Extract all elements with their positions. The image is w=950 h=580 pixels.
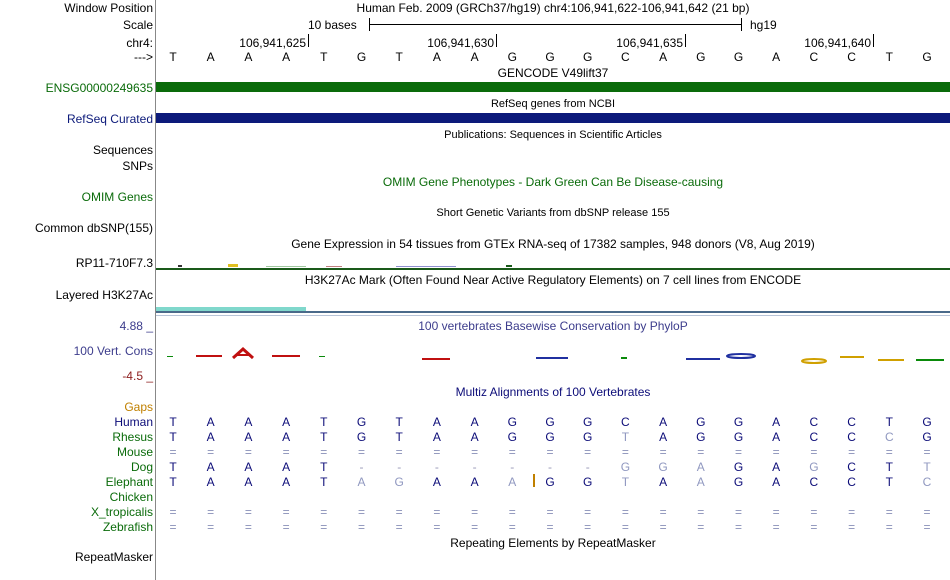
alignment-base: = <box>320 445 328 459</box>
alignment-base: - <box>397 460 402 474</box>
alignment-base: A <box>432 475 441 489</box>
multiz-title: Multiz Alignments of 100 Vertebrates <box>455 385 651 399</box>
label-gtex[interactable]: RP11-710F7.3 <box>75 256 153 270</box>
scale-bar-left-cap <box>369 18 370 31</box>
alignment-base: G <box>356 415 367 429</box>
alignment-base: A <box>470 475 479 489</box>
base: A <box>470 50 479 64</box>
alignment-base: C <box>847 460 856 474</box>
ruler-tick-label: 106,941,625 <box>239 36 306 50</box>
alignment-base: = <box>923 505 931 519</box>
alignment-base: = <box>395 520 403 534</box>
alignment-base: T <box>885 475 893 489</box>
label-window-position: Window Position <box>64 1 153 15</box>
assembly-label: hg19 <box>750 18 777 32</box>
alignment-base: = <box>207 520 215 534</box>
ruler-tick-mark <box>496 34 497 47</box>
dbsnp-title: Short Genetic Variants from dbSNP release 155 <box>436 207 670 219</box>
alignment-base: T <box>169 475 177 489</box>
alignment-base: = <box>433 445 441 459</box>
base: T <box>395 50 403 64</box>
phylop-logo[interactable] <box>156 346 950 366</box>
gtex-mark <box>228 264 238 267</box>
gtex-divider <box>156 268 950 270</box>
alignment-base: = <box>848 520 856 534</box>
gtex-mark <box>266 266 306 267</box>
alignment-base: = <box>697 445 705 459</box>
alignment-base: = <box>282 445 290 459</box>
alignment-base: T <box>923 460 931 474</box>
label-cons-max: 4.88 _ <box>119 319 153 333</box>
base: A <box>659 50 668 64</box>
alignment-base: T <box>169 460 177 474</box>
alignment-base: = <box>357 445 365 459</box>
alignment-base: = <box>508 505 516 519</box>
alignment-base: = <box>584 505 592 519</box>
alignment-base: T <box>320 415 328 429</box>
phylop-mark <box>536 357 568 359</box>
ruler-tick-mark <box>685 34 686 47</box>
alignment-base: T <box>169 415 177 429</box>
alignment-base: = <box>734 520 742 534</box>
alignment-base: T <box>885 415 893 429</box>
alignment-base: C <box>621 415 630 429</box>
base: A <box>772 50 781 64</box>
alignment-base: = <box>659 520 667 534</box>
repeatmasker-title: Repeating Elements by RepeatMasker <box>450 536 656 550</box>
alignment-base: = <box>734 445 742 459</box>
alignment-base: = <box>848 445 856 459</box>
alignment-base: = <box>772 520 780 534</box>
alignment-base: G <box>922 430 932 444</box>
alignment-base: G <box>507 430 517 444</box>
phylop-mark <box>167 356 173 357</box>
alignment-base: A <box>508 475 517 489</box>
alignment-base: = <box>923 520 931 534</box>
species-label[interactable]: Mouse <box>116 445 153 459</box>
alignment-base: A <box>470 430 479 444</box>
alignment-base: = <box>621 520 629 534</box>
alignment-base: = <box>659 505 667 519</box>
alignment-base: = <box>508 445 516 459</box>
alignment-base: = <box>772 445 780 459</box>
omim-title: OMIM Gene Phenotypes - Dark Green Can Be Disease-causing <box>382 175 724 189</box>
alignment-base: = <box>244 445 252 459</box>
alignment-base: A <box>282 430 291 444</box>
alignment-base: T <box>320 430 328 444</box>
phylop-mark <box>272 355 300 357</box>
alignment-base: T <box>395 415 403 429</box>
label-gaps[interactable]: Gaps <box>124 400 153 414</box>
base: C <box>847 50 856 64</box>
alignment-base: = <box>546 445 554 459</box>
base: C <box>621 50 630 64</box>
alignment-base: - <box>359 460 364 474</box>
alignment-base: G <box>922 415 932 429</box>
alignment-base: G <box>809 460 819 474</box>
alignment-base: C <box>884 430 894 444</box>
base: C <box>809 50 819 64</box>
alignment-base: = <box>772 505 780 519</box>
label-snps[interactable]: SNPs <box>122 159 153 173</box>
alignment-base: = <box>848 505 856 519</box>
ruler-tick-mark <box>308 34 309 47</box>
phylop-mark <box>686 358 720 360</box>
gap-marker <box>533 474 535 487</box>
ruler-tick-label: 106,941,635 <box>616 36 683 50</box>
alignment-base: T <box>320 475 328 489</box>
alignment-base: G <box>583 430 593 444</box>
label-sequences[interactable]: Sequences <box>92 143 153 157</box>
species-label[interactable]: Zebrafish <box>102 520 153 534</box>
base: G <box>733 50 744 64</box>
alignment-base: A <box>282 415 291 429</box>
alignment-base: A <box>659 475 668 489</box>
alignment-base: G <box>583 415 593 429</box>
scale-text: 10 bases <box>308 18 357 32</box>
alignment-base: A <box>206 430 215 444</box>
alignment-base: T <box>621 475 630 489</box>
alignment-base: T <box>169 430 177 444</box>
base: A <box>282 50 291 64</box>
refseq-gene-bar[interactable] <box>156 113 950 123</box>
alignment-base: = <box>320 520 328 534</box>
alignment-base: A <box>659 415 668 429</box>
species-label[interactable]: Chicken <box>109 490 153 504</box>
alignment-base: A <box>772 475 781 489</box>
alignment-base: A <box>772 430 781 444</box>
alignment-base: = <box>584 445 592 459</box>
phylop-mark <box>840 356 864 358</box>
alignment-base: = <box>282 505 290 519</box>
alignment-base: T <box>621 430 630 444</box>
alignment-base: A <box>206 460 215 474</box>
alignment-base: = <box>621 445 629 459</box>
alignment-base: C <box>847 475 856 489</box>
base: T <box>169 50 177 64</box>
alignment-base: - <box>585 460 590 474</box>
alignment-base: A <box>432 430 441 444</box>
label-h3k27ac[interactable]: Layered H3K27Ac <box>55 288 153 302</box>
label-omim[interactable]: OMIM Genes <box>81 190 153 204</box>
alignment-base: = <box>810 445 818 459</box>
alignment-base: A <box>244 460 253 474</box>
alignment-base: G <box>356 430 367 444</box>
alignment-base: G <box>658 460 668 474</box>
alignment-base: = <box>659 445 667 459</box>
alignment-base: = <box>357 505 365 519</box>
phylop-mark <box>621 357 627 359</box>
alignment-base: G <box>696 430 706 444</box>
phylop-mark <box>233 349 253 358</box>
alignment-base: - <box>510 460 515 474</box>
base: G <box>583 50 593 64</box>
alignment-base: G <box>696 415 706 429</box>
gencode-gene-bar[interactable] <box>156 82 950 92</box>
phylop-mark <box>727 354 755 358</box>
alignment-base: = <box>697 505 705 519</box>
phylop-mark <box>236 354 250 356</box>
alignment-base: - <box>548 460 552 474</box>
label-cons[interactable]: 100 Vert. Cons <box>73 344 153 358</box>
alignment-base: = <box>244 505 252 519</box>
alignment-base: A <box>244 475 253 489</box>
alignment-base: A <box>659 430 668 444</box>
alignment-base: A <box>206 415 215 429</box>
alignment-base: = <box>546 520 554 534</box>
alignment-base: A <box>470 415 479 429</box>
alignment-base: = <box>169 505 177 519</box>
alignment-base: A <box>772 415 781 429</box>
species-label[interactable]: Elephant <box>105 475 153 489</box>
scale-bar-right-cap <box>741 18 742 31</box>
gtex-mark <box>178 265 182 267</box>
alignment-base: = <box>471 505 479 519</box>
phylop-mark <box>878 359 904 361</box>
base: A <box>244 50 253 64</box>
alignment-base: = <box>320 505 328 519</box>
label-cons-min: -4.5 _ <box>122 369 153 383</box>
alignment-base: G <box>733 475 744 489</box>
ruler-tick-mark <box>873 34 874 47</box>
label-scale: Scale <box>122 18 153 32</box>
species-label[interactable]: Dog <box>130 460 153 474</box>
base: G <box>545 50 555 64</box>
base: T <box>320 50 328 64</box>
alignment-base: A <box>282 460 291 474</box>
alignment-base: A <box>244 415 253 429</box>
phylop-title: 100 vertebrates Basewise Conservation by PhyloP <box>418 319 688 333</box>
ruler-tick-label: 106,941,640 <box>804 36 871 50</box>
alignment-base: = <box>207 505 215 519</box>
label-dbsnp[interactable]: Common dbSNP(155) <box>34 221 153 235</box>
alignment-base: G <box>733 430 744 444</box>
gtex-title: Gene Expression in 54 tissues from GTEx RNA-seq of 17382 samples, 948 donors (V8, Aug 2019) <box>291 237 815 251</box>
alignment-base: T <box>395 430 403 444</box>
ruler-tick-label: 106,941,630 <box>427 36 494 50</box>
h3k27ac-title: H3K27Ac Mark (Often Found Near Active Regulatory Elements) on 7 cell lines from ENCODE <box>304 273 802 287</box>
alignment-base: A <box>772 460 781 474</box>
alignment-base: G <box>545 415 555 429</box>
gencode-title: GENCODE V49lift37 <box>497 66 609 80</box>
alignment-base: G <box>733 460 744 474</box>
alignment-base: A <box>696 475 705 489</box>
alignment-base: = <box>584 520 592 534</box>
alignment-base: - <box>472 460 477 474</box>
track-area[interactable] <box>156 0 950 580</box>
alignment-base: = <box>357 520 365 534</box>
alignment-base: = <box>433 520 441 534</box>
alignment-base: G <box>545 475 555 489</box>
alignment-base: C <box>922 475 932 489</box>
alignment-base: = <box>433 505 441 519</box>
scale-bar <box>369 24 741 25</box>
label-ensg[interactable]: ENSG00000249635 <box>45 81 153 95</box>
alignment-base: = <box>207 445 215 459</box>
alignment-base: = <box>471 520 479 534</box>
phylop-mark <box>422 358 450 360</box>
phylop-mark <box>319 356 325 357</box>
track-label-column <box>0 0 155 580</box>
phylop-mark <box>196 355 222 357</box>
alignment-base: A <box>244 430 253 444</box>
alignment-base: = <box>885 520 893 534</box>
base: A <box>206 50 215 64</box>
alignment-base: G <box>733 415 744 429</box>
base: G <box>696 50 706 64</box>
alignment-base: = <box>885 445 893 459</box>
label-arrow: ---> <box>134 50 153 64</box>
base: G <box>356 50 367 64</box>
species-label[interactable]: X_tropicalis <box>90 505 153 519</box>
alignment-base: C <box>809 415 819 429</box>
alignment-base: = <box>621 505 629 519</box>
alignment-base: = <box>169 445 177 459</box>
alignment-base: G <box>545 430 555 444</box>
alignment-base: G <box>620 460 631 474</box>
phylop-mark <box>916 359 944 361</box>
phylop-mark <box>802 359 826 363</box>
alignment-base: G <box>394 475 404 489</box>
alignment-base: = <box>923 445 931 459</box>
alignment-base: = <box>697 520 705 534</box>
alignment-base: T <box>885 460 893 474</box>
label-refseq[interactable]: RefSeq Curated <box>66 112 153 126</box>
species-label[interactable]: Rhesus <box>112 430 153 444</box>
alignment-base: A <box>206 475 215 489</box>
base: A <box>432 50 441 64</box>
publications-title: Publications: Sequences in Scientific Articles <box>444 129 662 141</box>
alignment-base: C <box>847 415 856 429</box>
position-text: Human Feb. 2009 (GRCh37/hg19) chr4:106,941,622-106,941,642 (21 bp) <box>356 1 750 15</box>
base: T <box>885 50 893 64</box>
base: G <box>507 50 517 64</box>
base: G <box>922 50 932 64</box>
alignment-base: = <box>508 520 516 534</box>
alignment-base: = <box>244 520 252 534</box>
gtex-mark <box>326 266 342 267</box>
gtex-mark <box>396 266 456 267</box>
alignment-base: A <box>282 475 291 489</box>
alignment-base: - <box>434 460 439 474</box>
h3k27ac-baseline-light <box>156 315 950 316</box>
alignment-base: = <box>282 520 290 534</box>
alignment-base: A <box>432 415 441 429</box>
alignment-base: G <box>507 415 517 429</box>
alignment-base: C <box>809 475 819 489</box>
gtex-mark <box>506 265 512 267</box>
alignment-base: G <box>583 475 593 489</box>
h3k27ac-baseline <box>156 311 950 313</box>
alignment-base: = <box>885 505 893 519</box>
alignment-base: = <box>810 505 818 519</box>
alignment-base: A <box>357 475 366 489</box>
alignment-base: C <box>809 430 819 444</box>
species-label[interactable]: Human <box>114 415 153 429</box>
label-chrom: chr4: <box>126 36 153 50</box>
alignment-base: = <box>546 505 554 519</box>
refseq-title: RefSeq genes from NCBI <box>490 98 616 110</box>
alignment-base: = <box>734 505 742 519</box>
alignment-base: = <box>471 445 479 459</box>
alignment-base: T <box>320 460 328 474</box>
alignment-base: = <box>810 520 818 534</box>
alignment-base: A <box>696 460 705 474</box>
alignment-base: C <box>847 430 856 444</box>
alignment-base: = <box>169 520 177 534</box>
label-repeatmasker[interactable]: RepeatMasker <box>74 550 153 564</box>
alignment-base: = <box>395 445 403 459</box>
alignment-base: = <box>395 505 403 519</box>
